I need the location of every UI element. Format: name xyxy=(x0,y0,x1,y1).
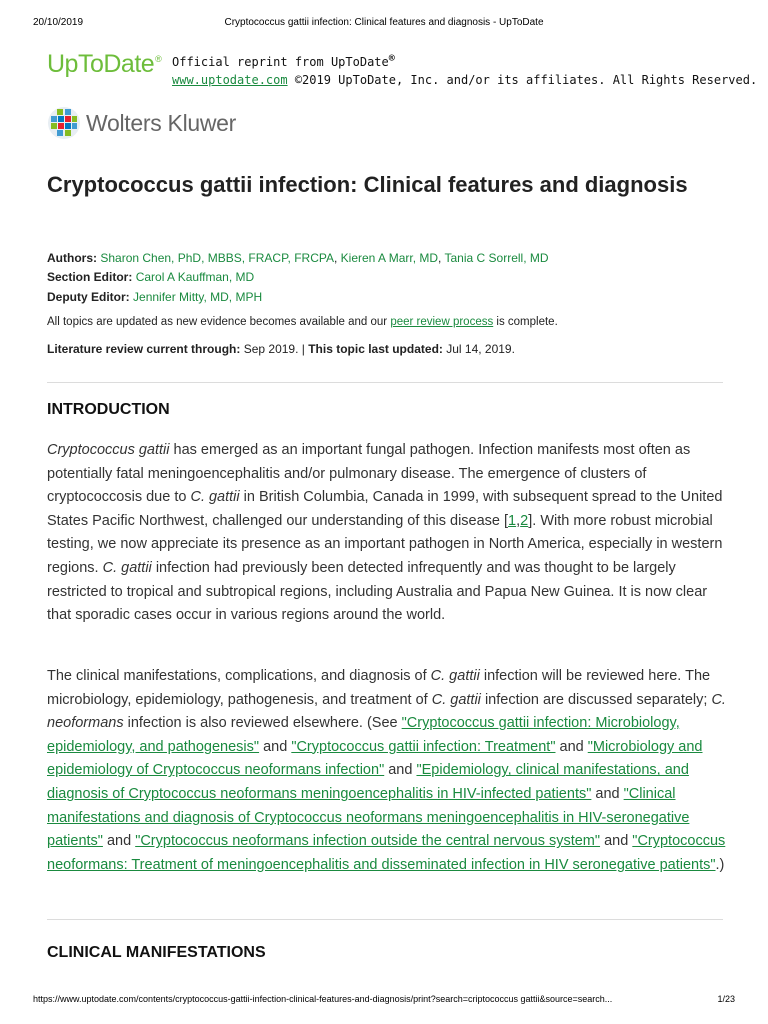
author-link-sorrell[interactable]: Tania C Sorrell, MD xyxy=(444,251,549,265)
deputy-editor-link[interactable]: Jennifer Mitty, MD, MPH xyxy=(133,290,263,304)
reprint-registered-mark: ® xyxy=(388,53,395,64)
header-divider xyxy=(47,382,723,383)
section-divider xyxy=(47,919,723,920)
section-editor-link[interactable]: Carol A Kauffman, MD xyxy=(135,270,255,284)
reprint-line: Official reprint from UpToDate xyxy=(172,55,389,69)
wolters-kluwer-wordmark: Wolters Kluwer xyxy=(86,109,237,136)
topic-link-neoformans-microbiology[interactable]: "Microbiology and epidemiology of Cryptococcus neoformans infection" xyxy=(47,738,703,779)
update-note: All topics are updated as new evidence becomes available and our peer review process is complete. xyxy=(47,316,558,328)
topic-link-gattii-microbiology[interactable]: "Cryptococcus gattii infection: Microbiology, epidemiology, and pathogenesis" xyxy=(47,715,680,755)
reprint-notice xyxy=(172,50,757,89)
last-updated-value: Jul 14, 2019. xyxy=(442,342,515,356)
author-link-chen[interactable]: Sharon Chen, PhD, MBBS, FRACP, FRCPA xyxy=(100,251,334,265)
lit-review-value: Sep 2019. | xyxy=(240,342,309,356)
uptodate-logo[interactable] xyxy=(47,50,160,79)
topic-link-neoformans-outside-cns[interactable]: "Cryptococcus neoformans infection outside the central nervous system" xyxy=(135,833,601,850)
print-footer-url: https://www.uptodate.com/contents/cryptococcus-gattii-infection-clinical-features-and-diagnosis/print?search=criptococcus gattii&source=search... xyxy=(33,994,613,1004)
wolters-kluwer-globe-icon xyxy=(47,106,81,140)
authors-label: Authors: xyxy=(47,251,97,265)
deputy-editor-label: Deputy Editor: xyxy=(47,290,130,304)
copyright-text: ©2019 UpToDate, Inc. and/or its affiliates. All Rights Reserved. xyxy=(287,73,758,87)
deputy-editor-line xyxy=(47,290,262,304)
uptodate-site-link[interactable]: www.uptodate.com xyxy=(172,73,288,87)
clinical-manifestations-heading: CLINICAL MANIFESTATIONS xyxy=(47,944,266,961)
wolters-kluwer-logo xyxy=(47,106,236,140)
uptodate-logo-text: UpToDate xyxy=(47,50,155,78)
introduction-paragraph-2: The clinical manifestations, complications, and diagnosis of C. gattii infection will be reviewed here. The microbiology, epidemiology, pathogenesis, and treatment of C. gattii infection are discussed separately; C. neoformans infection is also reviewed elsewhere. (See "Cryptococcus gattii infection: Microbiology, epidemiology, and pathogenesis" and "Cryptococcus gattii infection: Treatment" and "Microbiology and epidemiology of Cryptococcus neoformans infection" and "Epidemiology, clinical manifestations, and diagnosis of Cryptococcus neoformans meningoencephalitis in HIV-infected patients" and "Clinical manifestations and diagnosis of Cryptococcus neoformans meningoencephalitis in HIV-seronegative patients" and "Cryptococcus neoformans infection outside the central nervous system" and "Cryptococcus neoformans: Treatment of meningoencephalitis and disseminated infection in HIV seronegative patients".) xyxy=(47,668,726,873)
topic-link-neoformans-hiv-seronegative[interactable]: "Clinical manifestations and diagnosis of Cryptococcus neoformans meningoencephalitis in HIV-seronegative patients" xyxy=(47,785,690,850)
print-page-number: 1/23 xyxy=(717,994,735,1004)
author-link-marr[interactable]: Kieren A Marr, MD xyxy=(340,251,439,265)
article-title: Cryptococcus gattii infection: Clinical features and diagnosis xyxy=(47,172,688,197)
reference-link-1[interactable]: 1 xyxy=(508,512,517,529)
print-page-title: Cryptococcus gattii infection: Clinical features and diagnosis - UpToDate xyxy=(224,17,544,28)
reference-link-2[interactable]: 2 xyxy=(520,512,529,529)
last-updated-label: This topic last updated: xyxy=(308,342,443,356)
topic-link-neoformans-treatment[interactable]: "Cryptococcus neoformans: Treatment of meningoencephalitis and disseminated infection in HIV seronegative patients" xyxy=(47,833,726,873)
introduction-paragraph-1: Cryptococcus gattii has emerged as an important fungal pathogen. Infection manifests most often as potentially fatal meningoencephalitis and/or pulmonary disease. The emergence of clusters of cryptococcosis due to C. gattii in British Columbia, Canada in 1999, with subsequent spread to the United States Pacific Northwest, challenged our understanding of this disease [1,2]. With more robust microbial testing, we now appreciate its presence as an important pathogen in North America, especially in western regions. C. gattii infection had previously been detected infrequently and was thought to be largely restricted to tropical and subtropical regions, including Australia and Papua New Guinea. It is now clear that sporadic cases occur in various regions around the world. xyxy=(47,442,723,624)
section-editor-line xyxy=(47,270,254,284)
introduction-heading: INTRODUCTION xyxy=(47,401,170,418)
authors-line: Authors: Sharon Chen, PhD, MBBS, FRACP, FRCPA, Kieren A Marr, MD, Tania C Sorrell, MD xyxy=(47,251,549,265)
lit-review-label: Literature review current through: xyxy=(47,342,241,356)
topic-link-gattii-treatment[interactable]: "Cryptococcus gattii infection: Treatment" xyxy=(291,738,556,755)
literature-review-line xyxy=(47,342,515,356)
section-editor-label: Section Editor: xyxy=(47,270,133,284)
peer-review-link[interactable]: peer review process xyxy=(390,316,494,328)
logo-registered-mark: ® xyxy=(155,54,162,64)
topic-link-neoformans-hiv-infected[interactable]: "Epidemiology, clinical manifestations, and diagnosis of Cryptococcus neoformans meningoencephalitis in HIV-infected patients" xyxy=(47,762,689,802)
print-date: 20/10/2019 xyxy=(33,17,84,28)
